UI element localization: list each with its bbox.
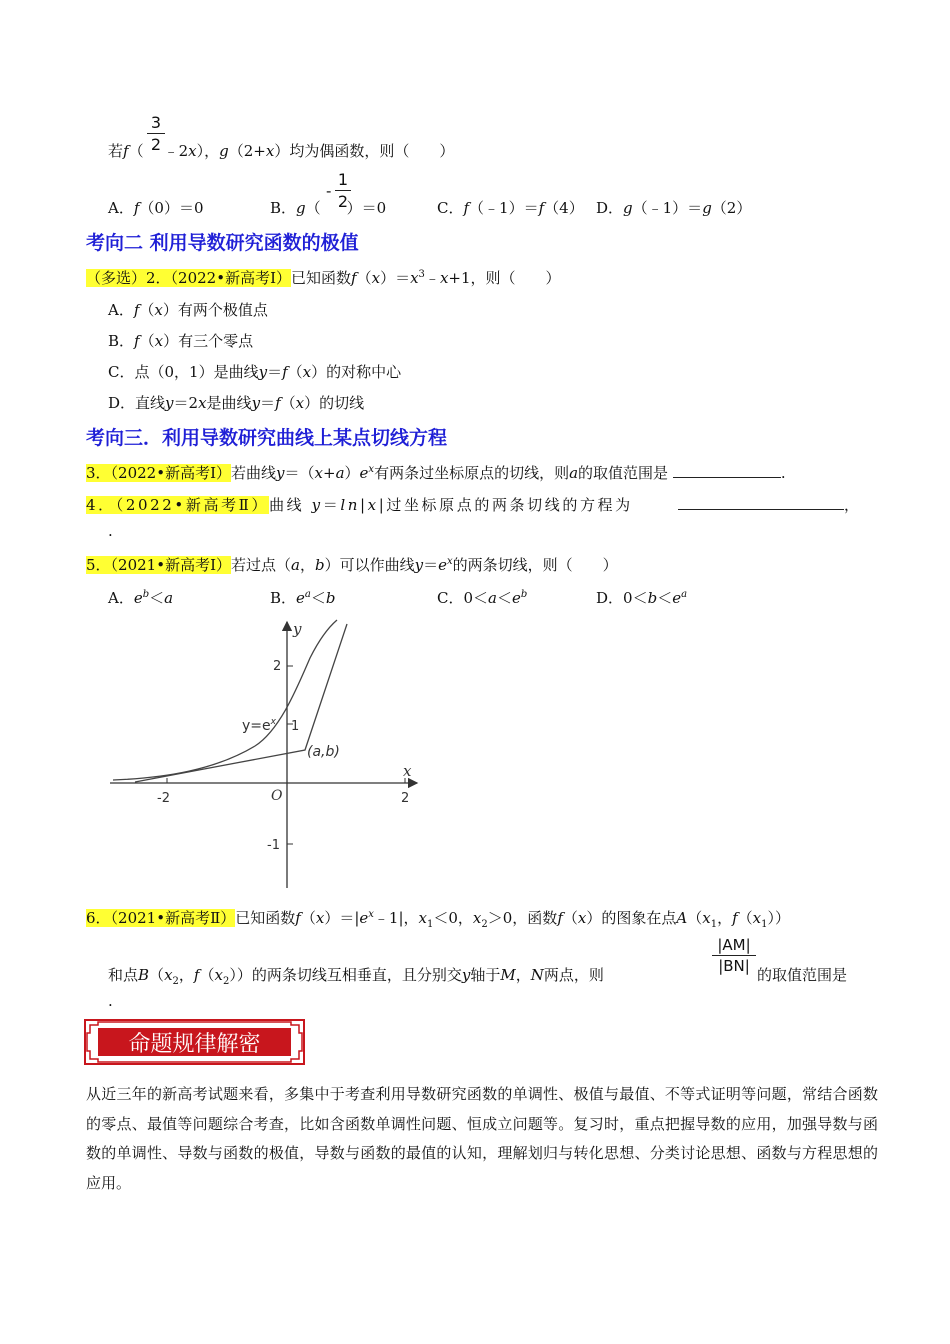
origin-label: O	[271, 788, 283, 804]
q4-stem: 4．（2022•新高考Ⅱ）曲线 y＝ln|x|过坐标原点的两条切线的方程为	[86, 496, 633, 514]
q4-dot: .	[108, 522, 113, 540]
q5-option-c: C．$0<a<e^b$	[437, 589, 528, 607]
tick-label-y-1: 1	[291, 719, 300, 734]
x-axis-label: x	[403, 762, 412, 780]
q5-option-b: B．$e^a<b$	[270, 589, 336, 607]
q2-stem: （多选）2．（2022•新高考Ⅰ）已知函数$f(x)=x^3﹣x+1$，则（ ）	[86, 269, 561, 287]
q5-tag: 5．（2021•新高考Ⅰ）	[86, 556, 231, 574]
q2-option-c: C．点（0，1）是曲线y＝f（x）的对称中心	[108, 363, 402, 381]
tick-label-y-neg1: -1	[267, 838, 280, 853]
y-axis-label: y	[293, 620, 302, 638]
point-label: (a,b)	[307, 744, 340, 760]
exp-curve-graph	[105, 618, 425, 890]
q2-option-d: D．直线y＝2x是曲线y＝f（x）的切线	[108, 394, 365, 412]
q2-tag: （多选）2．（2022•新高考Ⅰ）	[86, 269, 291, 287]
q2-option-b: B．f（x）有三个零点	[108, 332, 254, 350]
exp-curve	[113, 620, 337, 780]
q6-ratio-fraction: |AM| |BN|	[712, 936, 756, 975]
q1-option-b-fraction: 1 2	[335, 170, 351, 211]
q1-option-d: D．g（﹣1）＝g（2）	[596, 199, 752, 217]
q6-line2: 和点$B(x_2$，$f(x_2)$）的两条切线互相垂直，且分别交y轴于M，N两点，则	[108, 966, 604, 987]
q1-option-a: A．f（0）＝0	[108, 199, 204, 217]
tick-label-x-2: 2	[401, 791, 410, 806]
q6-tag: 6．（2021•新高考Ⅱ）	[86, 909, 236, 927]
q3-stem: 3．（2022•新高考Ⅰ）若曲线$y=(x+a)e^x$有两条过坐标原点的切线，则a的取值范围是 .	[86, 464, 786, 482]
tick-label-x-neg2: -2	[157, 791, 170, 806]
q6-stem: 6．（2021•新高考Ⅱ）已知函数$f(x)=|e^x﹣1|$，$x_1<0$，$x_2>0$，函数f（x）的图象在点$A(x_1$，$f(x_1)$）	[86, 909, 791, 930]
q4-answer-blank[interactable]: ，	[678, 494, 859, 515]
q1-option-b: B．g（ ）＝0	[270, 199, 387, 217]
q3-answer-blank[interactable]	[673, 463, 781, 478]
q2-option-a: A．f（x）有两个极值点	[108, 301, 268, 319]
q5-option-a: A．$e^b<a$	[108, 589, 174, 607]
tick-label-y-2: 2	[273, 659, 282, 674]
q1-stem: 若f（ ﹣2x），g（2+x）均为偶函数，则（ ）	[108, 142, 455, 160]
q6-dot: .	[108, 992, 113, 1010]
curve-label: $y=e^x$	[242, 717, 276, 734]
banner-title: 命题规律解密	[128, 1032, 261, 1057]
q6-line2-tail: 的取值范围是	[757, 966, 848, 984]
section2-heading: 考向二 利用导数研究函数的极值	[86, 232, 359, 254]
q5-option-d: D．$0<b<e^a$	[596, 589, 688, 607]
q5-stem: 5．（2021•新高考Ⅰ）若过点（a，b）可以作曲线$y=e^x$的两条切线，则（ ）	[86, 556, 618, 574]
section-banner	[84, 1019, 305, 1065]
q3-tag: 3．（2022•新高考Ⅰ）	[86, 464, 231, 482]
section3-heading: 考向三．利用导数研究曲线上某点切线方程	[86, 427, 448, 449]
q1-fraction: 3 2	[147, 113, 165, 154]
q4-tag: 4．（2022•新高考Ⅱ）	[86, 496, 270, 514]
q1-option-b-neg: -	[326, 182, 332, 200]
summary-paragraph: 从近三年的新高考试题来看，多集中于考查利用导数研究函数的单调性、极值与最值、不等式证明等问题，常结合函数的零点、最值等问题综合考查，比如含函数单调性问题、恒成立问题等。复习时，重点把握导数的应用，加强导数与函数的单调性、导数与函数的极值，导数与函数的最值的认知，理解划归与转化思想、分类讨论思想、函数与方程思想的应用。	[86, 1085, 878, 1192]
q1-option-c: C．f（﹣1）＝f（4）	[437, 199, 584, 217]
